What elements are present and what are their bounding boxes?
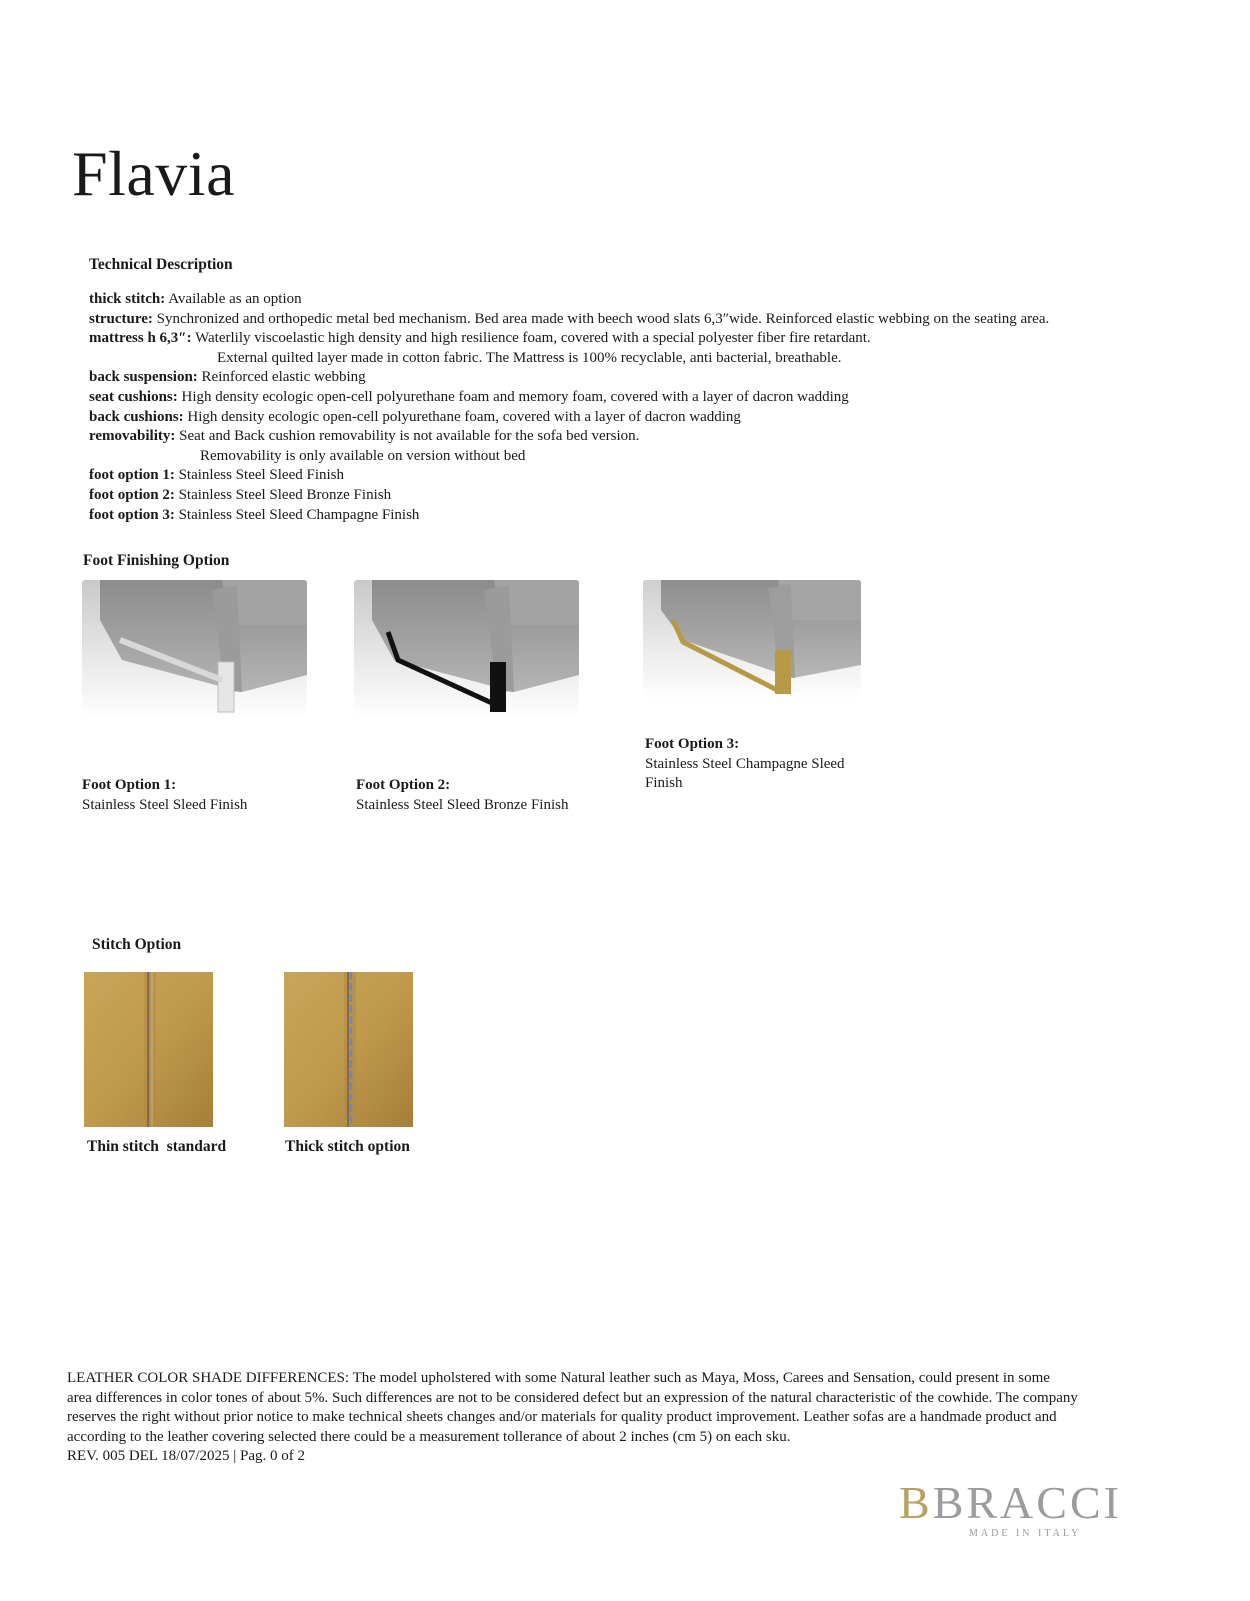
spec-back-suspension: back suspension: Reinforced elastic webbing xyxy=(89,369,366,386)
spec-structure: structure: Synchronized and orthopedic metal bed mechanism. Bed area made with beech wood slats 6,3″wide. Reinforced elastic webbing on the seating area. xyxy=(89,310,1050,327)
disclaimer xyxy=(67,1369,1187,1467)
disclaimer-line: area differences in color tones of about 5%. Such differences are not to be considered defect but an expression of the natural characteristic of the cowhide. The company xyxy=(67,1389,1078,1406)
foot-option-3-label: Foot Option 3: xyxy=(645,736,740,752)
spec-seat-cushions: seat cushions: High density ecologic open-cell polyurethane foam and memory foam, covered with a layer of dacron wadding xyxy=(89,388,849,405)
foot-option-3-image xyxy=(643,580,861,700)
foot-option-3-desc-cont: Finish xyxy=(645,775,683,792)
product-title: Flavia xyxy=(72,138,235,209)
technical-description-heading: Technical Description xyxy=(89,256,233,273)
bracci-logo xyxy=(899,1477,1159,1540)
foot-option-1-caption xyxy=(82,776,247,815)
spec-removability-cont: Removability is only available on version without bed xyxy=(200,447,526,464)
foot-option-2-label: Foot Option 2: xyxy=(356,777,451,793)
spec-list xyxy=(89,290,1049,525)
foot-option-1-desc: Stainless Steel Sleed Finish xyxy=(82,796,248,813)
spec-back-cushions: back cushions: High density ecologic open-cell polyurethane foam, covered with a layer of dacron wadding xyxy=(89,408,741,425)
thin-stitch-swatch xyxy=(84,972,213,1127)
foot-option-1-label: Foot Option 1: xyxy=(82,777,177,793)
disclaimer-line: reserves the right without prior notice to make technical sheets changes and/or materials for quality product improvement. Leather sofas are a handmade product and xyxy=(67,1409,1057,1426)
spec-thick-stitch: thick stitch: Available as an option xyxy=(89,291,302,307)
foot-finishing-heading: Foot Finishing Option xyxy=(83,552,230,569)
foot-option-3-caption xyxy=(645,735,845,794)
thin-stitch-label: Thin stitch standard xyxy=(87,1138,227,1155)
logo-tagline: MADE IN ITALY xyxy=(969,1528,1082,1539)
spec-removability: removability: Seat and Back cushion removability is not available for the sofa bed version. xyxy=(89,428,640,445)
thick-stitch-label: Thick stitch option xyxy=(285,1138,410,1155)
logo-wordmark: BBRACCI xyxy=(899,1477,1122,1528)
spec-mattress-cont: External quilted layer made in cotton fabric. The Mattress is 100% recyclable, anti bacterial, breathable. xyxy=(217,349,842,366)
foot-option-2-desc: Stainless Steel Sleed Bronze Finish xyxy=(356,796,569,813)
foot-option-3-desc: Stainless Steel Champagne Sleed xyxy=(645,755,845,772)
disclaimer-line: according to the leather covering selected there could be a measurement tollerance of about 2 inches (cm 5) on each sku. xyxy=(67,1428,791,1445)
spec-mattress: mattress h 6,3″: Waterlily viscoelastic high density and high resilience foam, covered with a special polyester fiber fire retardant. xyxy=(89,330,871,347)
disclaimer-line: LEATHER COLOR SHADE DIFFERENCES: The model upholstered with some Natural leather such as Maya, Moss, Carees and Sensation, could present in some xyxy=(67,1370,1050,1386)
foot-option-2-image xyxy=(354,580,579,718)
foot-option-1-image xyxy=(82,580,307,718)
stitch-option-heading: Stitch Option xyxy=(92,936,182,953)
foot-option-2-caption xyxy=(356,776,568,815)
spec-foot-option-3: foot option 3: Stainless Steel Sleed Champagne Finish xyxy=(89,506,420,523)
spec-foot-option-1: foot option 1: Stainless Steel Sleed Finish xyxy=(89,467,345,484)
thick-stitch-swatch xyxy=(284,972,413,1127)
spec-foot-option-2: foot option 2: Stainless Steel Sleed Bronze Finish xyxy=(89,486,392,503)
revision-line: REV. 005 DEL 18/07/2025 | Pag. 0 of 2 xyxy=(67,1448,306,1465)
